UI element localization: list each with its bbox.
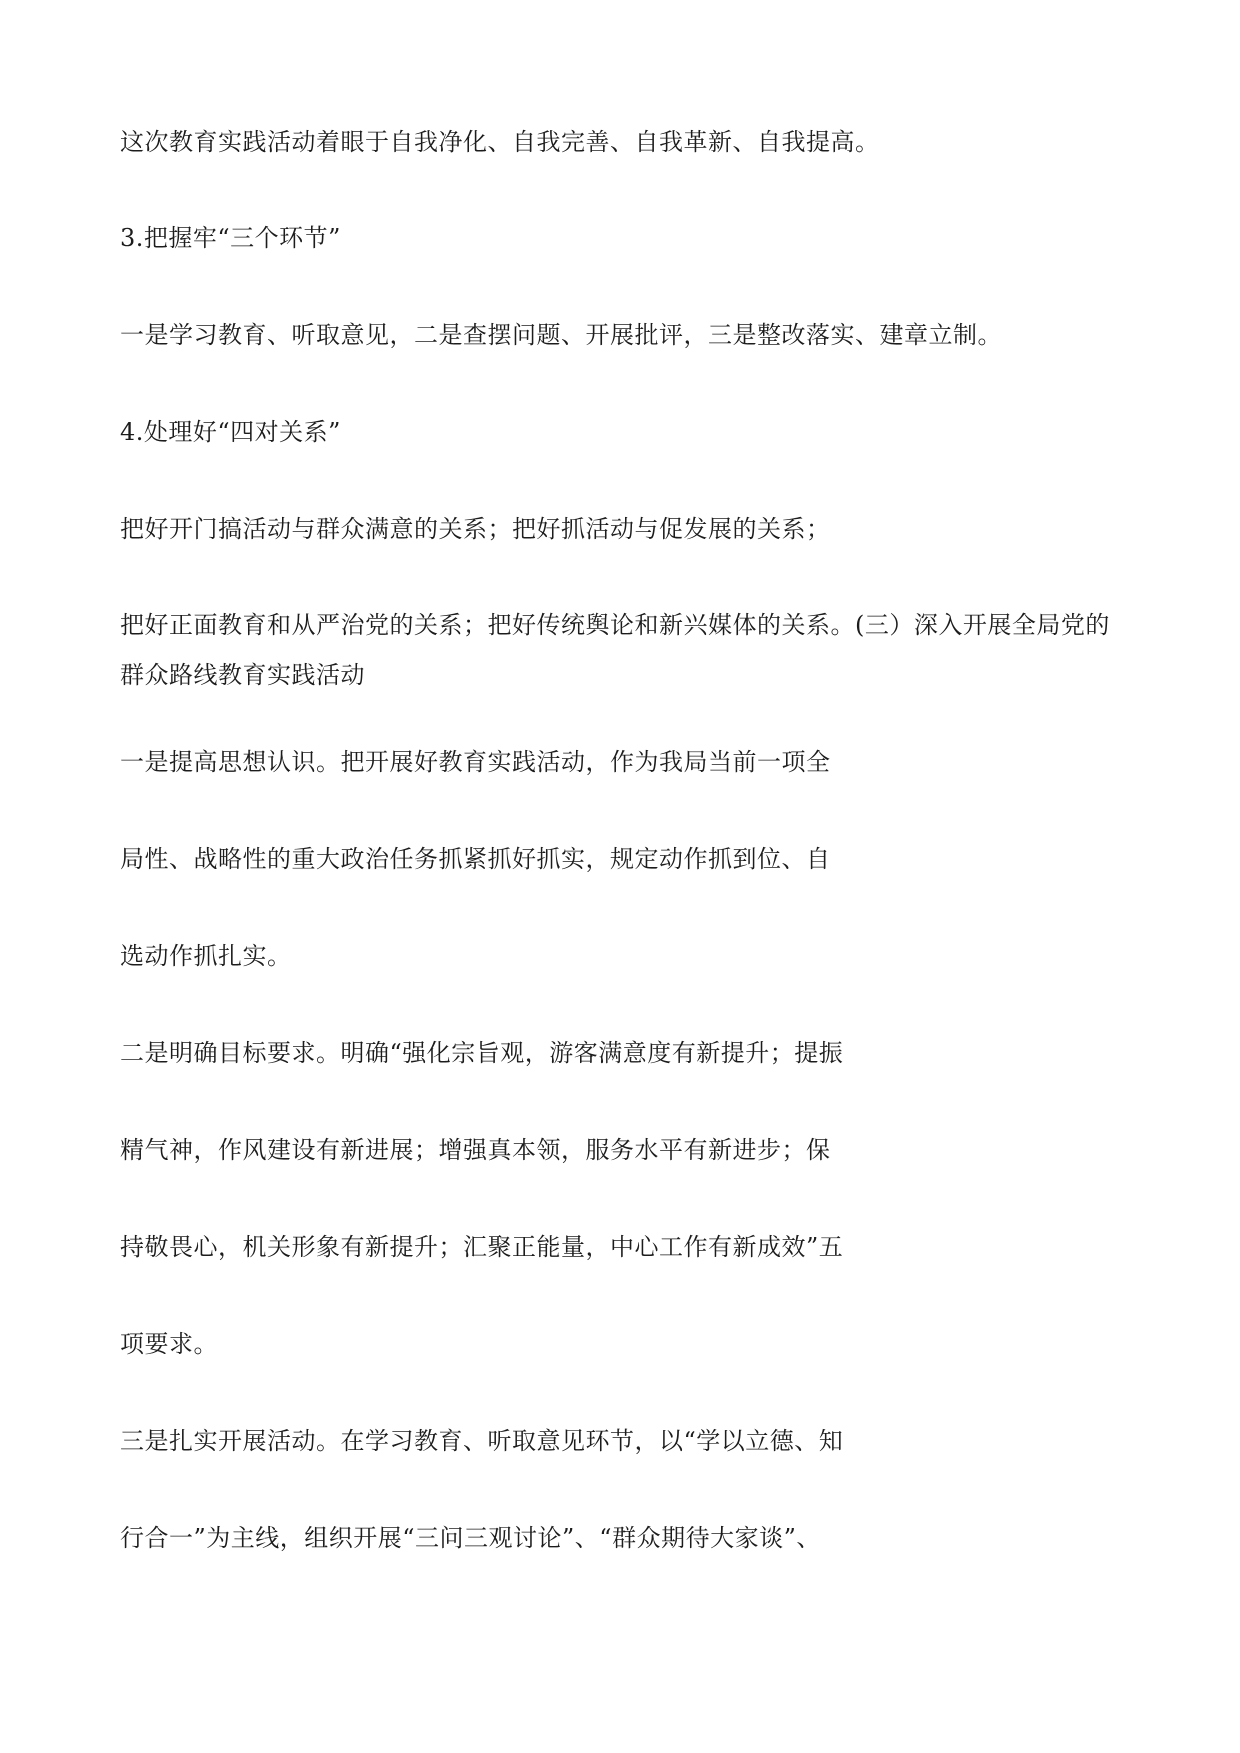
paragraph-activities-1: 三是扎实开展活动。在学习教育、听取意见环节，以“学以立德、知	[120, 1427, 844, 1455]
paragraph-awareness-2: 局性、战略性的重大政治任务抓紧抓好抓实，规定动作抓到位、自	[120, 845, 831, 873]
paragraph-self-improvement: 这次教育实践活动着眼于自我净化、自我完善、自我革新、自我提高。	[120, 128, 880, 156]
heading-four-relations: 4.处理好“四对关系”	[120, 418, 341, 446]
paragraph-goals-4: 项要求。	[120, 1330, 218, 1358]
paragraph-relations-2: 把好正面教育和从严治党的关系；把好传统舆论和新兴媒体的关系。(三）深入开展全局党的群众路线教育实践活动	[120, 611, 1110, 689]
heading-three-links: 3.把握牢“三个环节”	[120, 224, 341, 252]
paragraph-awareness-1: 一是提高思想认识。把开展好教育实践活动，作为我局当前一项全	[120, 748, 831, 776]
paragraph-activities-2: 行合一”为主线，组织开展“三问三观讨论”、“群众期待大家谈”、	[120, 1524, 821, 1552]
paragraph-goals-2: 精气神，作风建设有新进展；增强真本领，服务水平有新进步；保	[120, 1136, 831, 1164]
paragraph-goals-3: 持敬畏心，机关形象有新提升；汇聚正能量，中心工作有新成效”五	[120, 1233, 844, 1261]
paragraph-three-links: 一是学习教育、听取意见，二是查摆问题、开展批评，三是整改落实、建章立制。	[120, 321, 1002, 349]
paragraph-goals-1: 二是明确目标要求。明确“强化宗旨观，游客满意度有新提升；提振	[120, 1039, 844, 1067]
paragraph-relations-1: 把好开门搞活动与群众满意的关系；把好抓活动与促发展的关系；	[120, 515, 831, 543]
paragraph-awareness-3: 选动作抓扎实。	[120, 942, 292, 970]
